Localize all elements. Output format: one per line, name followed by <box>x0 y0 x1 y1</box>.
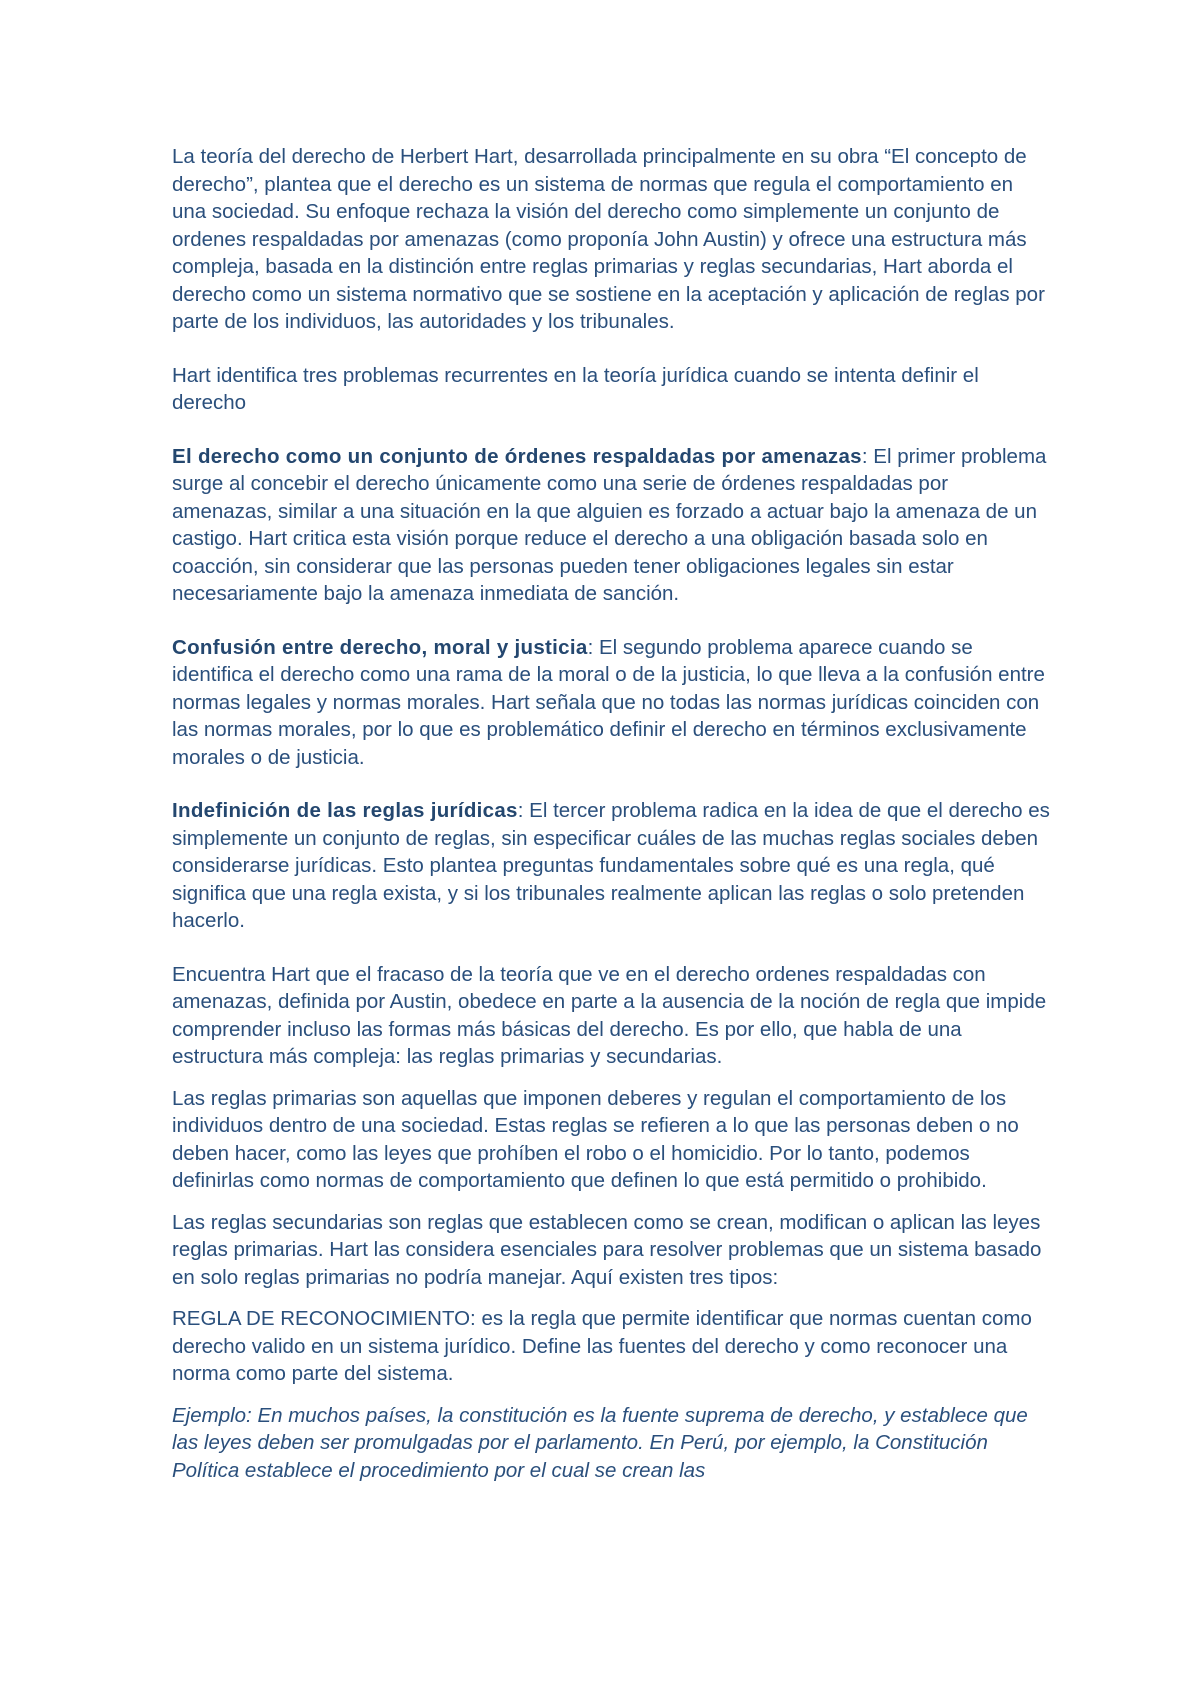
problem-3-text: : El tercer problema radica en la idea de que el derecho es simplemente un conjunto de reglas, sin especificar cuáles de las muchas reglas sociales deben considerarse jurídicas. Esto plantea preguntas fundamentales sobre qué es una regla, qué significa que una regla exista, y si los tribunales realmente aplican las reglas o solo pretenden hacerlo. <box>172 799 1050 932</box>
primary-rules-paragraph: Las reglas primarias son aquellas que imponen deberes y regulan el comportamiento de los individuos dentro de una sociedad. Estas reglas se refieren a lo que las personas deben o no deben hacer, como las leyes que prohíben el robo o el homicidio. Por lo tanto, podemos definirlas como normas de comportamiento que definen lo que está permitido o prohibido. <box>172 1086 1019 1192</box>
problem-2-title: Confusión entre derecho, moral y justicia <box>172 635 588 659</box>
austin-critique-paragraph: Encuentra Hart que el fracaso de la teoría que ve en el derecho ordenes respaldadas con amenazas, definida por Austin, obedece en parte a la ausencia de la noción de regla que impide comprender incluso las formas más básicas del derecho. Es por ello, que habla de una estructura más compleja: las reglas primarias y secundarias. <box>172 962 1047 1068</box>
problems-intro-paragraph: Hart identifica tres problemas recurrentes en la teoría jurídica cuando se intenta definir el derecho <box>172 363 979 414</box>
intro-paragraph: La teoría del derecho de Herbert Hart, desarrollada principalmente en su obra “El concepto de derecho”, plantea que el derecho es un sistema de normas que regula el comportamiento en una sociedad. Su enfoque rechaza la visión del derecho como simplemente un conjunto de ordenes respaldadas por amenazas (como proponía John Austin) y ofrece una estructura más compleja, basada en la distinción entre reglas primarias y reglas secundarias, Hart aborda el derecho como un sistema normativo que se sostiene en la aceptación y aplicación de reglas por parte de los individuos, las autoridades y los tribunales. <box>172 145 1045 333</box>
problem-3-paragraph <box>172 797 1052 935</box>
problem-1-title: El derecho como un conjunto de órdenes respaldadas por amenazas <box>172 444 862 468</box>
problem-2-text: : El segundo problema aparece cuando se identifica el derecho como una rama de la moral o de la justicia, lo que lleva a la confusión entre normas legales y normas morales. Hart señala que no todas las normas jurídicas coinciden con las normas morales, por lo que es problemático definir el derecho en términos exclusivamente morales o de justicia. <box>172 635 1045 769</box>
problem-2-paragraph <box>172 634 1052 772</box>
example-paragraph: Ejemplo: En muchos países, la constitución es la fuente suprema de derecho, y establece que las leyes deben ser promulgadas por el parlamento. En Perú, por ejemplo, la Constitución Política establece el procedimiento por el cual se crean las <box>172 1403 1028 1482</box>
problem-1-paragraph <box>172 443 1052 608</box>
problem-1-text: : El primer problema surge al concebir el derecho únicamente como una serie de órdenes respaldadas por amenazas, similar a una situación en la que alguien es forzado a actuar bajo la amenaza de un castigo. Hart critica esta visión porque reduce el derecho a una obligación basada solo en coacción, sin considerar que las personas pueden tener obligaciones legales sin estar necesariamente bajo la amenaza inmediata de sanción. <box>172 444 1047 605</box>
problem-3-title: Indefinición de las reglas jurídicas <box>172 799 518 822</box>
document-page <box>172 143 1052 1484</box>
secondary-rules-paragraph: Las reglas secundarias son reglas que establecen como se crean, modifican o aplican las leyes reglas primarias. Hart las considera esenciales para resolver problemas que un sistema basado en solo reglas primarias no podría manejar. Aquí existen tres tipos: <box>172 1210 1042 1289</box>
recognition-rule-paragraph: REGLA DE RECONOCIMIENTO: es la regla que permite identificar que normas cuentan como derecho valido en un sistema jurídico. Define las fuentes del derecho y como reconocer una norma como parte del sistema. <box>172 1307 1032 1385</box>
